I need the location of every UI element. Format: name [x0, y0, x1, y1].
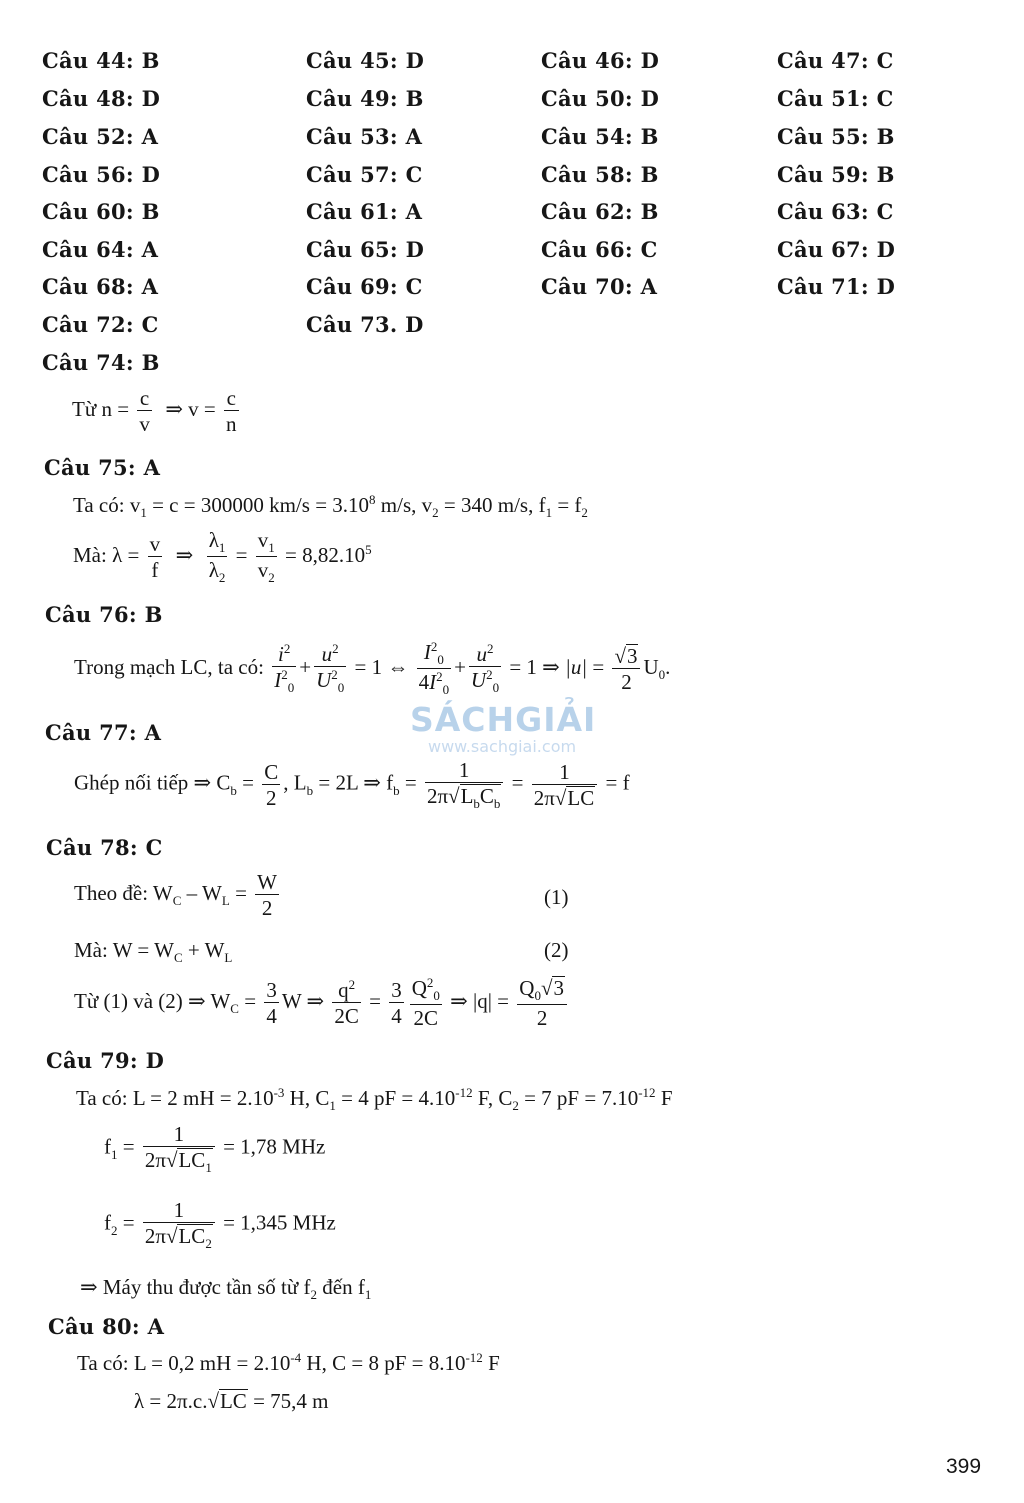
answer-item: Câu 45: D: [306, 48, 425, 73]
question-79-f2: $f_2$ = $\frac{1}{2\pi√LC_2}$ = 1,345 MHz: [104, 1198, 336, 1252]
answer-item: Câu 47: C: [777, 48, 894, 73]
answer-item: Câu 57: C: [306, 162, 423, 187]
question-80-line-1: Ta có: L = 0,2 mH = $2.10^{-4}$ H, C = 8 pF = $8.10^{-12}$ F: [77, 1350, 500, 1375]
answer-item: Câu 64: A: [42, 237, 159, 262]
question-75-heading: Câu 75: A: [44, 455, 161, 480]
answer-item: Câu 46: D: [541, 48, 660, 73]
equation-tag-2: (2): [544, 938, 569, 962]
question-79-heading: Câu 79: D: [46, 1048, 165, 1073]
question-75-line-1: Ta có: $v_1 = c = 300000$ $km/s = 3.10^8$ m/s, $v_2 = 340$ m/s, $f_1 = f_2$: [73, 492, 588, 521]
answer-item: Câu 73. D: [306, 312, 424, 337]
answer-item: Câu 65: D: [306, 237, 425, 262]
answer-item: Câu 60: B: [42, 199, 160, 224]
answer-item: Câu 61: A: [306, 199, 423, 224]
answer-item: Câu 44: B: [42, 48, 160, 73]
watermark-logo: SÁCHGIẢI www.sachgiai.com: [410, 700, 597, 756]
question-78-line-1: Theo đề: $W_C - W_L$ = $\frac{W}{2}$: [74, 870, 277, 921]
question-76-formula: Trong mạch LC, ta có: $\frac{i^2}{I^2_0}$ + $\frac{u^2}{U^2_0}$ = 1 ⇔ $\frac{I^2_0}{4I^2_0}$ + $\frac{u^2}{U^2_0}$ = 1 ⇒ |u| = $\frac{√3}{2}$ $U_0$.: [74, 639, 671, 698]
question-78-line-3: Từ (1) và (2) ⇒ $W_C$ = $\frac{3}{4}$ W ⇒ $\frac{q^2}{2C}$ = $\frac{3}{4}$ $\frac{Q^2_0}{2C}$ ⇒ |q| = $\frac{Q_0√3}{2}$: [74, 976, 570, 1030]
page-number: 399: [946, 1455, 982, 1478]
question-74-heading: Câu 74: B: [42, 350, 160, 375]
answer-item: Câu 56: D: [42, 162, 161, 187]
question-80-heading: Câu 80: A: [48, 1314, 165, 1339]
answer-item: Câu 50: D: [541, 86, 660, 111]
answer-item: Câu 70: A: [541, 274, 658, 299]
question-76-heading: Câu 76: B: [45, 602, 163, 627]
answer-item: Câu 59: B: [777, 162, 895, 187]
question-80-line-2: λ = 2π.c.√LC = 75,4 m: [134, 1389, 329, 1413]
answer-item: Câu 71: D: [777, 274, 896, 299]
answer-item: Câu 48: D: [42, 86, 161, 111]
answer-item: Câu 66: C: [541, 237, 658, 262]
answer-item: Câu 52: A: [42, 124, 159, 149]
question-77-heading: Câu 77: A: [45, 720, 162, 745]
answer-item: Câu 54: B: [541, 124, 659, 149]
question-79-conclusion: ⇒ Máy thu được tần số từ $f_2$ đến $f_1$: [80, 1275, 372, 1303]
answer-item: Câu 69: C: [306, 274, 423, 299]
answer-item: Câu 62: B: [541, 199, 659, 224]
answer-item: Câu 68: A: [42, 274, 159, 299]
answer-item: Câu 72: C: [42, 312, 159, 337]
question-77-formula: Ghép nối tiếp ⇒ $C_b$ = $\frac{C}{2}$ , $L_b = 2L$ ⇒ $f_b$ = $\frac{1}{2\pi√L_bC_b}$ = $\frac{1}{2\pi√LC}$ = f: [74, 758, 630, 812]
question-79-f1: $f_1$ = $\frac{1}{2\pi√LC_1}$ = 1,78 MHz: [104, 1122, 326, 1176]
question-78-heading: Câu 78: C: [46, 835, 163, 860]
answer-item: Câu 58: B: [541, 162, 659, 187]
answer-item: Câu 63: C: [777, 199, 894, 224]
answer-item: Câu 67: D: [777, 237, 896, 262]
question-74-formula: Từ n = $\frac{c}{v}$ ⇒ v = $\frac{c}{n}$: [72, 386, 237, 437]
answer-item: Câu 53: A: [306, 124, 423, 149]
question-75-line-2: Mà: λ = $\frac{v}{f}$ ⇒ $\frac{\lambda_1}{\lambda_2}$ = $\frac{v_1}{v_2}$ = $8,82.10^5$: [73, 528, 372, 586]
answer-item: Câu 51: C: [777, 86, 894, 111]
answer-item: Câu 49: B: [306, 86, 424, 111]
question-78-line-2: Mà: $W = W_C + W_L$: [74, 938, 233, 966]
question-79-line-1: Ta có: L = 2 mH = $2.10^{-3}$ H, $C_1 = 4$ pF = $4.10^{-12}$ F, $C_2 = 7$ pF = $7.10^{-12}$ F: [76, 1085, 673, 1114]
equation-tag-1: (1): [544, 885, 569, 909]
answer-item: Câu 55: B: [777, 124, 895, 149]
